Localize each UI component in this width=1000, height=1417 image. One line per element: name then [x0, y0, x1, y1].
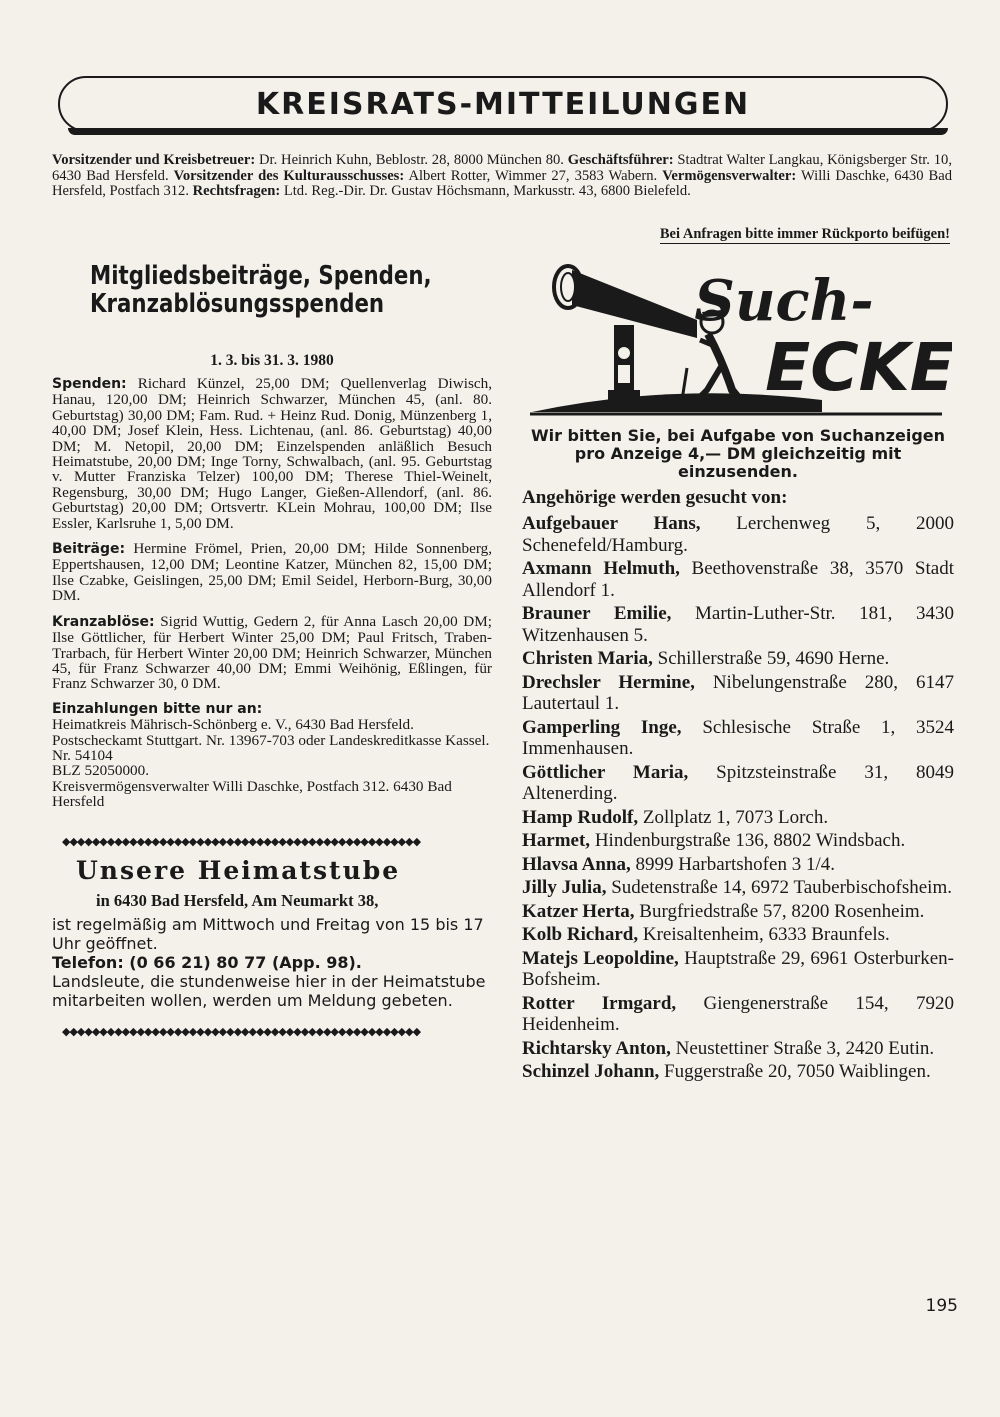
entry-address: Fuggerstraße 20, 7050 Waiblingen. — [659, 1061, 931, 1082]
heimatstube-title: Unsere Heimatstube — [76, 855, 401, 885]
info-label: Vermögensverwalter: — [662, 167, 797, 184]
heimatstube-call: Landsleute, die stundenweise hier in der Heimatstube mitarbeiten wollen, werden um Meldung gebeten. — [52, 971, 486, 1010]
beitraege-label: Beiträge: — [52, 541, 126, 558]
search-entry — [522, 830, 954, 852]
entry-name: Kolb Richard, — [522, 924, 639, 945]
logo-word-ecke: ECKE — [765, 329, 952, 406]
entry-address: Burgfriedstraße 57, 8200 Rosenheim. — [634, 900, 925, 922]
entry-name: Matejs Leopoldine, — [522, 947, 679, 969]
heimatstube-address: in 6430 Bad Hersfeld, Am Neumarkt 38, — [96, 890, 379, 910]
search-entry — [522, 807, 954, 829]
entry-name: Richtarsky Anton, — [522, 1037, 671, 1059]
banner-shadow — [68, 128, 948, 135]
payment-label: Einzahlungen bitte nur an: — [52, 700, 263, 717]
info-text: Willi Daschke, 6430 Bad Hersfeld, Postfach 312. — [52, 167, 953, 200]
logo-word-such: Such- — [694, 268, 874, 334]
diamond-rule-top: ◆◆◆◆◆◆◆◆◆◆◆◆◆◆◆◆◆◆◆◆◆◆◆◆◆◆◆◆◆◆◆◆◆◆◆◆◆◆◆◆◆◆◆◆◆◆◆◆ — [62, 835, 421, 848]
relatives-subheading: Angehörige werden gesucht von: — [522, 487, 788, 508]
search-entry — [522, 513, 954, 556]
info-text: Stadtrat Walter Langkau, Königsberger Str. 10, 6430 Bad Hersfeld. — [52, 152, 952, 184]
donations-heading-line1: Mitgliedsbeiträge, Spenden, — [90, 261, 432, 291]
entry-name: Göttlicher Maria, — [522, 761, 689, 783]
entry-name: Aufgebauer Hans, — [522, 513, 701, 534]
section-banner — [58, 76, 948, 132]
banner-title: KREISRATS-MITTEILUNGEN — [255, 86, 751, 122]
info-label: Vorsitzender und Kreisbetreuer: — [52, 152, 256, 168]
entry-name: Hamp Rudolf, — [522, 806, 639, 828]
entry-name: Rotter Irmgard, — [522, 992, 677, 1014]
heimatstube-telefon: Telefon: (0 66 21) 80 77 (App. 98). — [52, 952, 362, 972]
entry-name: Christen Maria, — [522, 648, 653, 669]
spenden-paragraph — [52, 376, 492, 531]
search-entries-list — [522, 513, 954, 1083]
search-entry — [522, 762, 954, 805]
left-column — [52, 262, 492, 1038]
entry-address: Zollplatz 1, 7073 Lorch. — [638, 806, 829, 828]
payment-line: Kreisvermögensverwalter Willi Daschke, Postfach 312. 6430 Bad Hersfeld — [52, 777, 452, 811]
entry-address: Kreisaltenheim, 6333 Braunfels. — [638, 924, 890, 945]
board-info — [52, 153, 952, 200]
info-text: Albert Rotter, Wimmer 27, 3583 Wabern. — [404, 167, 663, 184]
entry-address: Nibelungenstraße 280, 6147 Lautertaul 1. — [522, 671, 954, 714]
info-text: Ltd. Reg.-Dir. Dr. Gustav Höchsmann, Markusstr. 43, 6800 Bielefeld. — [280, 183, 691, 200]
spenden-label: Spenden: — [52, 376, 127, 392]
entry-name: Hlavsa Anna, — [522, 853, 631, 875]
telescope-icon — [554, 266, 697, 400]
return-postage-note: Bei Anfragen bitte immer Rückporto beifügen! — [659, 226, 950, 242]
payment-info — [52, 702, 492, 810]
entry-name: Harmet, — [522, 830, 591, 851]
spenden-text: Richard Künzel, 25,00 DM; Quellenverlag Diwisch, Hanau, 120,00 DM; Heinrich Schwarzer, München 45, (anl. 80. Geburtstag) 30,00 DM; Fam. Rud. + Heinz Rud. Donig, Münzenberg 1, 40,00 DM; Josef Klein, Hess. Lichtenau, (anl. 86. Geburtstag) 40,00 DM; M. Netopil, 20,00 DM; Einzelspenden anläßlich Besuch Heimatstube, 20,00 DM; Inge Torny, Schwalbach, (anl. 95. Geburtstag v. Mutter Franziska Telzer) 100,00 DM; Therese Thiel-Weinelt, Regensburg, 30,00 DM; Hugo Langer, Gießen-Allendorf, (anl. 86. Geburtstag) 20,00 DM; Ortsvertr. KLein Mohrau, 100,00 DM; Ilse Essler, Karlsruhe 1, 5,00 DM. — [52, 375, 492, 532]
search-entry — [522, 717, 954, 760]
payment-line: Heimatkreis Mährisch-Schönberg e. V., 6430 Bad Hersfeld. — [52, 716, 414, 734]
entry-address: Neustettiner Straße 3, 2420 Eutin. — [670, 1037, 935, 1059]
entry-name: Gamperling Inge, — [522, 716, 682, 738]
search-entry — [522, 603, 954, 646]
right-column — [522, 250, 954, 1085]
entry-address: Martin-Luther-Str. 181, 3430 Witzenhausen 5. — [522, 603, 954, 646]
entry-address: Beethovenstraße 38, 3570 Stadt Allendorf 1. — [522, 558, 954, 601]
search-entry — [522, 1061, 954, 1083]
heimatstube-hours: ist regelmäßig am Mittwoch und Freitag von 15 bis 17 Uhr geöffnet. — [52, 914, 484, 953]
info-label: Rechtsfragen: — [192, 183, 281, 200]
entry-address: Lerchenweg 5, 2000 Schenefeld/Hamburg. — [522, 513, 954, 556]
kranz-text: Sigrid Wuttig, Gedern 2, für Anna Lasch 20,00 DM; Ilse Göttlicher, für Herbert Winter 25,00 DM; Paul Fritsch, Traben-Trarbach, für Herbert Winter 20,00 DM; Heinrich Schwarzer, München 45, für Franz Schwarzer 40,00 DM; Emmi Weihönig, Eßlingen, für Franz Schwarzer 30, 0 DM. — [52, 612, 492, 693]
such-ecke-logo — [522, 250, 952, 420]
date-range: 1. 3. bis 31. 3. 1980 — [210, 352, 334, 369]
payment-line: Postscheckamt Stuttgart. Nr. 13967-703 oder Landeskreditkasse Kassel. Nr. 54104 — [52, 731, 490, 764]
entry-name: Schinzel Johann, — [522, 1061, 660, 1082]
donations-heading-line2: Kranzablösungsspenden — [90, 289, 385, 319]
info-label: Vorsitzender des Kulturausschusses: — [173, 167, 405, 184]
search-entry — [522, 672, 954, 715]
entry-address: 8999 Harbartshofen 3 1/4. — [630, 853, 835, 875]
entry-name: Brauner Emilie, — [522, 603, 672, 624]
entry-address: Spitzsteinstraße 31, 8049 Altenerding. — [522, 761, 954, 804]
search-entry — [522, 901, 954, 923]
page-number: 195 — [925, 1296, 958, 1316]
diamond-rule-bottom: ◆◆◆◆◆◆◆◆◆◆◆◆◆◆◆◆◆◆◆◆◆◆◆◆◆◆◆◆◆◆◆◆◆◆◆◆◆◆◆◆◆◆◆◆◆◆◆◆ — [62, 1025, 421, 1038]
payment-line: BLZ 52050000. — [52, 762, 150, 780]
entry-name: Axmann Helmuth, — [522, 558, 680, 579]
entry-address: Schlesische Straße 1, 3524 Immenhausen. — [522, 716, 954, 759]
search-entry — [522, 648, 954, 670]
search-entry — [522, 854, 954, 876]
heimatstube-body — [52, 915, 492, 1010]
entry-address: Hindenburgstraße 136, 8802 Windsbach. — [590, 830, 906, 851]
search-entry — [522, 924, 954, 946]
search-entry — [522, 1038, 954, 1060]
entry-name: Jilly Julia, — [522, 877, 607, 898]
search-entry — [522, 877, 954, 899]
beitraege-text: Hermine Frömel, Prien, 20,00 DM; Hilde Sonnenberg, Eppertshausen, 12,00 DM; Leontine Katzer, München 82, 15,00 DM; Ilse Czabke, Geislingen, 25,00 DM; Emil Seidel, Herborn-Burg, 30,00 DM. — [52, 540, 492, 605]
beitraege-paragraph — [52, 541, 492, 604]
entry-name: Katzer Herta, — [522, 900, 635, 922]
entry-address: Hauptstraße 29, 6961 Osterburken-Bofsheim. — [522, 947, 954, 990]
search-entry — [522, 993, 954, 1036]
entry-address: Sudetenstraße 14, 6972 Tauberbischofsheim. — [606, 877, 952, 898]
info-label: Geschäftsführer: — [567, 152, 674, 168]
entry-address: Giengenerstraße 154, 7920 Heidenheim. — [522, 992, 954, 1035]
entry-name: Drechsler Hermine, — [522, 671, 695, 693]
search-entry — [522, 948, 954, 991]
info-text: Dr. Heinrich Kuhn, Beblostr. 28, 8000 München 80. — [255, 152, 568, 168]
kranz-label: Kranzablöse: — [52, 613, 155, 630]
entry-address: Schillerstraße 59, 4690 Herne. — [652, 648, 890, 669]
kranz-paragraph — [52, 614, 492, 692]
search-ad-note: Wir bitten Sie, bei Aufgabe von Suchanzeigen pro Anzeige 4,— DM gleichzeitig mit einzusenden. — [530, 426, 946, 481]
search-entry — [522, 558, 954, 601]
